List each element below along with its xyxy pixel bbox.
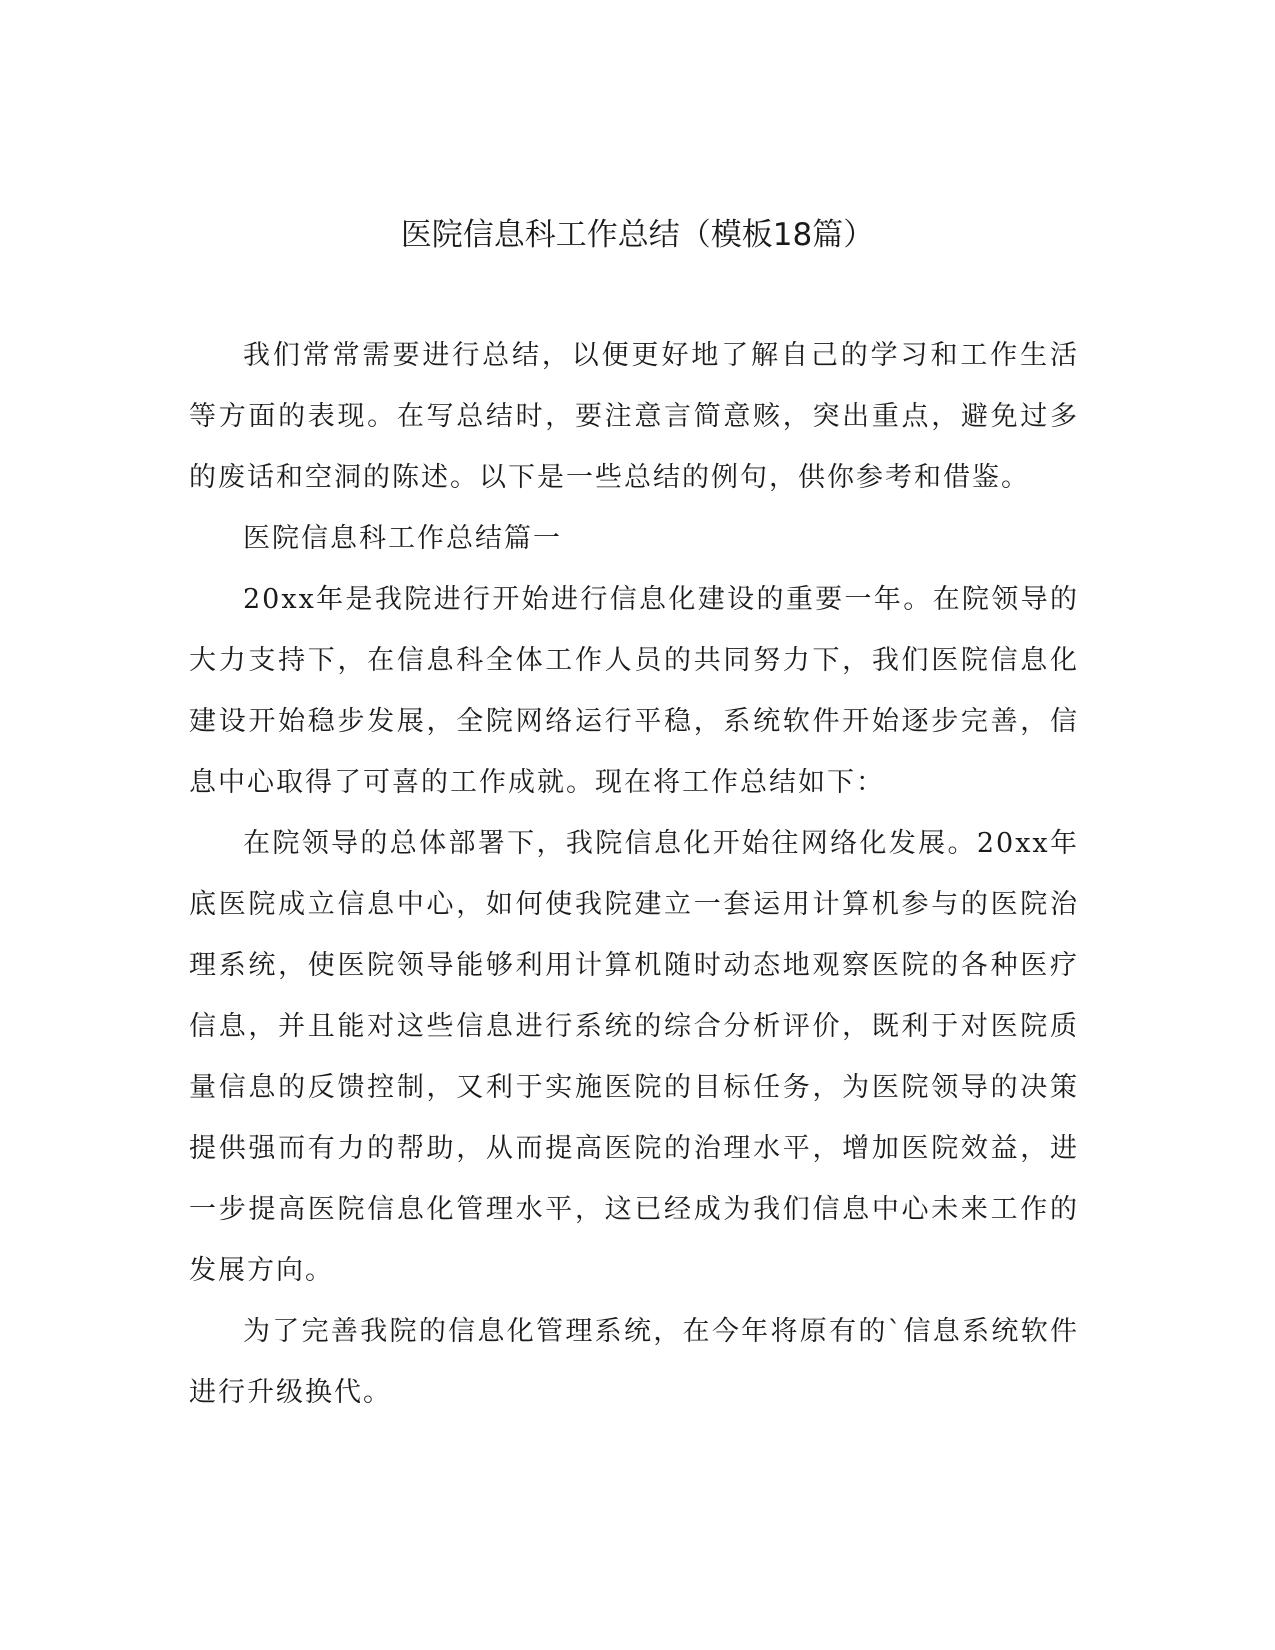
body-paragraph-1: 20xx年是我院进行开始进行信息化建设的重要一年。在院领导的大力支持下，在信息科全体工作人员的共同努力下，我们医院信息化建设开始稳步发展，全院网络运行平稳，系统软件开始逐步完善，信息中心取得了可喜的工作成就。现在将工作总结如下： xyxy=(189,584,1079,798)
document-body xyxy=(189,325,1079,1423)
body-paragraph-2: 在院领导的总体部署下，我院信息化开始往网络化发展。20xx年底医院成立信息中心，如何使我院建立一套运用计算机参与的医院治理系统，使医院领导能够利用计算机随时动态地观察医院的各种医疗信息，并且能对这些信息进行系统的综合分析评价，既利于对医院质量信息的反馈控制，又利于实施医院的目标任务，为医院领导的决策提供强而有力的帮助，从而提高医院的治理水平，增加医院效益，进一步提高医院信息化管理水平，这已经成为我们信息中心未来工作的发展方向。 xyxy=(189,828,1079,1286)
section-heading: 医院信息科工作总结篇一 xyxy=(243,523,562,554)
intro-paragraph: 我们常常需要进行总结，以便更好地了解自己的学习和工作生活等方面的表现。在写总结时，要注意言简意赅，突出重点，避免过多的废话和空洞的陈述。以下是一些总结的例句，供你参考和借鉴。 xyxy=(189,340,1079,493)
body-paragraph-3: 为了完善我院的信息化管理系统，在今年将原有的`信息系统软件进行升级换代。 xyxy=(189,1316,1079,1408)
document-title: 医院信息科工作总结（模板18篇） xyxy=(400,217,875,253)
